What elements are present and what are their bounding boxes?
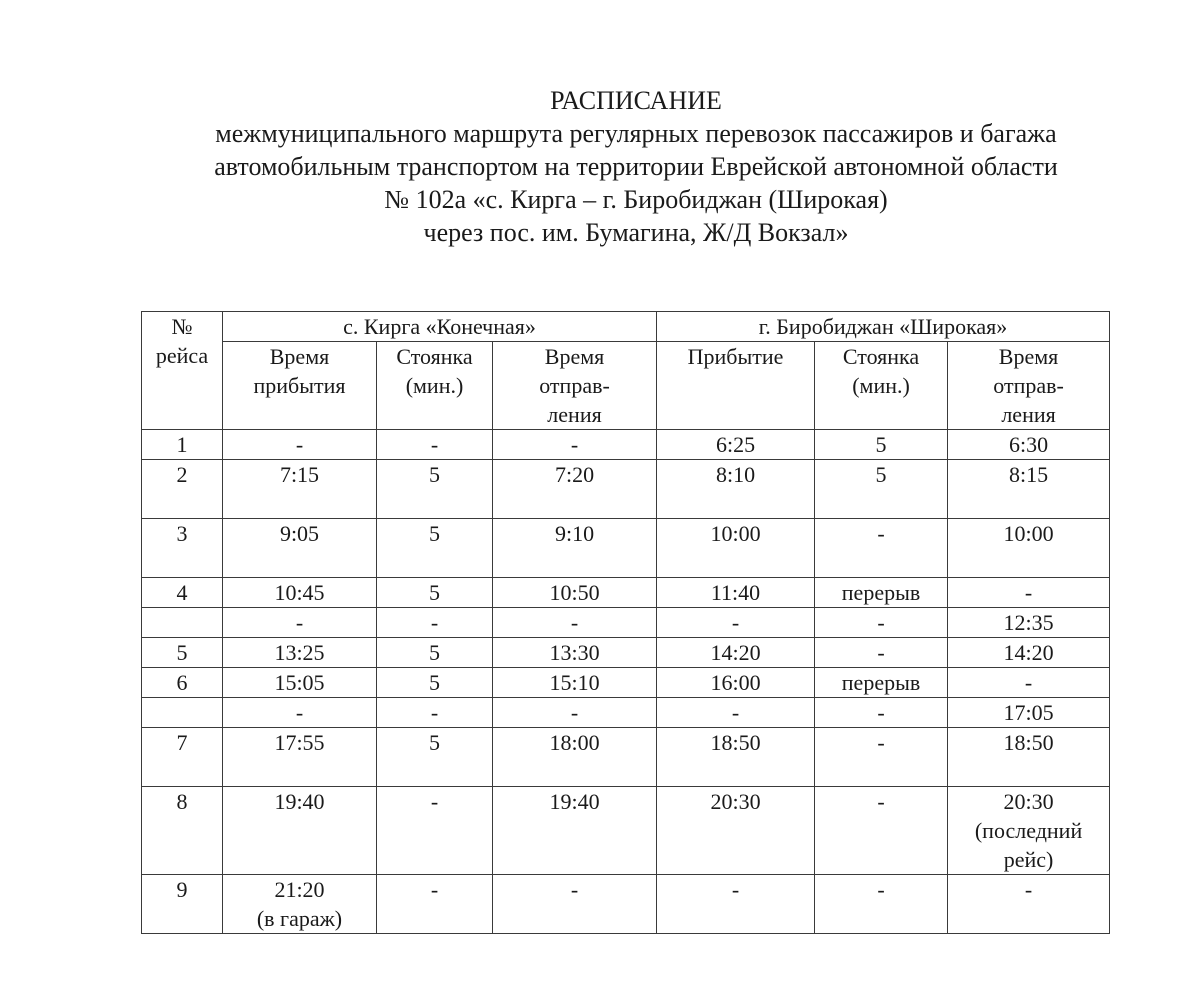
- cell-text: 9: [176, 877, 188, 902]
- table-row: [142, 728, 1110, 787]
- cell-kirga-arrival: [223, 787, 377, 875]
- title-line-3: автомобильным транспортом на территории Еврейской автономной области: [214, 152, 1058, 181]
- document-title: [0, 84, 1200, 249]
- cell-text: -: [731, 877, 740, 902]
- cell-text: -: [877, 789, 885, 814]
- cell-text: -: [570, 877, 579, 902]
- header-group-kirga: с. Кирга «Конечная»: [223, 312, 657, 342]
- cell-text: 5: [429, 462, 440, 487]
- cell-text: -: [877, 700, 885, 725]
- cell-text: 6: [176, 670, 188, 695]
- cell-kirga-departure: [493, 875, 657, 934]
- cell-text: -: [1024, 580, 1033, 605]
- cell-text: 10:00: [710, 521, 761, 546]
- cell-text: -: [877, 640, 885, 665]
- cell-kirga-arrival: [223, 608, 377, 638]
- cell-text: 15:10: [549, 670, 600, 695]
- cell-birobidzhan-stop: [815, 578, 948, 608]
- cell-text: (в гараж): [256, 906, 343, 931]
- cell-birobidzhan-departure: [948, 460, 1110, 519]
- title-route-via: через пос. им. Бумагина, Ж/Д Вокзал»: [423, 218, 849, 247]
- table-row: [142, 698, 1110, 728]
- cell-text: 18:50: [1003, 730, 1054, 755]
- cell-kirga-stop: [377, 668, 493, 698]
- cell-text: 12:35: [1003, 610, 1054, 635]
- cell-trip-number: [142, 787, 223, 875]
- header-birobidzhan-arrival: Прибытие: [657, 342, 815, 430]
- cell-birobidzhan-stop: [815, 875, 948, 934]
- cell-text: (последний: [974, 818, 1083, 843]
- cell-text: 18:00: [549, 730, 600, 755]
- cell-text: 7: [176, 730, 188, 755]
- header-birobidzhan-departure: Время отправ- ления: [948, 342, 1110, 430]
- cell-text: -: [430, 610, 439, 635]
- cell-birobidzhan-arrival: [657, 608, 815, 638]
- table-row: [142, 460, 1110, 519]
- title-heading: РАСПИСАНИЕ: [550, 86, 722, 115]
- cell-birobidzhan-arrival: [657, 460, 815, 519]
- cell-birobidzhan-stop: [815, 519, 948, 578]
- cell-text: 10:00: [1003, 521, 1054, 546]
- table-row: [142, 519, 1110, 578]
- cell-trip-number: [142, 728, 223, 787]
- cell-text: 5: [429, 730, 440, 755]
- cell-birobidzhan-departure: [948, 578, 1110, 608]
- cell-trip-number: [142, 460, 223, 519]
- table-row: [142, 578, 1110, 608]
- cell-text: 21:20: [274, 877, 325, 902]
- cell-text: 20:30: [710, 789, 761, 814]
- schedule-body: [142, 430, 1110, 934]
- cell-text: 14:20: [1003, 640, 1054, 665]
- header-birobidzhan-stop: Стоянка (мин.): [815, 342, 948, 430]
- cell-text: 8:10: [715, 462, 756, 487]
- cell-birobidzhan-arrival: [657, 875, 815, 934]
- cell-text: 17:55: [274, 730, 325, 755]
- cell-text: 5: [429, 521, 440, 546]
- cell-text: -: [1024, 670, 1033, 695]
- cell-birobidzhan-departure: [948, 698, 1110, 728]
- cell-birobidzhan-stop: [815, 728, 948, 787]
- cell-kirga-arrival: [223, 430, 377, 460]
- cell-text: 15:05: [274, 670, 325, 695]
- cell-birobidzhan-departure: [948, 787, 1110, 875]
- cell-text: 10:50: [549, 580, 600, 605]
- table-row: [142, 608, 1110, 638]
- cell-text: 20:30: [1003, 789, 1054, 814]
- cell-birobidzhan-stop: [815, 608, 948, 638]
- cell-kirga-departure: [493, 787, 657, 875]
- header-group-birobidzhan: г. Биробиджан «Широкая»: [657, 312, 1110, 342]
- cell-text: 1: [176, 432, 188, 457]
- cell-text: 4: [176, 580, 188, 605]
- cell-birobidzhan-stop: [815, 668, 948, 698]
- cell-text: -: [295, 700, 304, 725]
- cell-text: -: [877, 610, 885, 635]
- cell-text: 14:20: [710, 640, 761, 665]
- cell-birobidzhan-stop: [815, 787, 948, 875]
- cell-text: 11:40: [710, 580, 761, 605]
- cell-text: -: [570, 432, 579, 457]
- header-kirga-stop: Стоянка (мин.): [377, 342, 493, 430]
- cell-text: 2: [176, 462, 188, 487]
- cell-text: 7:15: [279, 462, 320, 487]
- cell-text: 18:50: [710, 730, 761, 755]
- cell-birobidzhan-stop: [815, 638, 948, 668]
- cell-kirga-departure: [493, 430, 657, 460]
- cell-text: -: [430, 432, 439, 457]
- cell-kirga-departure: [493, 460, 657, 519]
- cell-kirga-departure: [493, 578, 657, 608]
- cell-birobidzhan-stop: [815, 430, 948, 460]
- cell-text: 17:05: [1003, 700, 1054, 725]
- cell-trip-number: [142, 668, 223, 698]
- cell-trip-number: [142, 430, 223, 460]
- cell-text: 9:10: [554, 521, 595, 546]
- title-line-2: межмуниципального маршрута регулярных перевозок пассажиров и багажа: [215, 119, 1057, 148]
- cell-trip-number: [142, 578, 223, 608]
- header-kirga-departure: Время отправ- ления: [493, 342, 657, 430]
- cell-kirga-arrival: [223, 519, 377, 578]
- cell-text: 8:15: [1008, 462, 1049, 487]
- cell-kirga-arrival: [223, 460, 377, 519]
- cell-trip-number: [142, 698, 223, 728]
- cell-birobidzhan-arrival: [657, 728, 815, 787]
- header-kirga-arrival: Время прибытия: [223, 342, 377, 430]
- header-trip-number: № рейса: [142, 312, 223, 430]
- cell-text: 3: [176, 521, 188, 546]
- cell-text: рейс): [1003, 847, 1054, 872]
- cell-text: -: [877, 877, 885, 902]
- cell-text: 13:25: [274, 640, 325, 665]
- table-row: [142, 875, 1110, 934]
- cell-text: -: [295, 610, 304, 635]
- cell-kirga-stop: [377, 875, 493, 934]
- table-row: [142, 638, 1110, 668]
- title-route-number: № 102а «с. Кирга – г. Биробиджан (Широкая): [384, 185, 888, 214]
- cell-birobidzhan-departure: [948, 668, 1110, 698]
- cell-birobidzhan-departure: [948, 638, 1110, 668]
- cell-text: 9:05: [279, 521, 320, 546]
- cell-text: 6:25: [715, 432, 756, 457]
- cell-text: перерыв: [841, 580, 921, 605]
- cell-text: -: [295, 432, 304, 457]
- cell-birobidzhan-stop: [815, 698, 948, 728]
- cell-text: -: [570, 700, 579, 725]
- cell-text: 5: [429, 580, 440, 605]
- cell-text: перерыв: [841, 670, 921, 695]
- cell-text: 5: [429, 670, 440, 695]
- table-row: [142, 668, 1110, 698]
- cell-kirga-departure: [493, 638, 657, 668]
- cell-kirga-departure: [493, 728, 657, 787]
- cell-kirga-stop: [377, 638, 493, 668]
- cell-birobidzhan-arrival: [657, 668, 815, 698]
- cell-kirga-departure: [493, 608, 657, 638]
- cell-birobidzhan-arrival: [657, 638, 815, 668]
- cell-text: 19:40: [274, 789, 325, 814]
- cell-kirga-stop: [377, 578, 493, 608]
- cell-text: 5: [875, 432, 887, 457]
- cell-kirga-stop: [377, 519, 493, 578]
- cell-trip-number: [142, 519, 223, 578]
- cell-text: -: [877, 521, 885, 546]
- cell-kirga-arrival: [223, 638, 377, 668]
- cell-kirga-stop: [377, 430, 493, 460]
- cell-text: 10:45: [274, 580, 325, 605]
- cell-kirga-stop: [377, 787, 493, 875]
- cell-birobidzhan-arrival: [657, 430, 815, 460]
- cell-text: 5: [875, 462, 887, 487]
- cell-text: 5: [176, 640, 188, 665]
- cell-text: 13:30: [549, 640, 600, 665]
- cell-text: -: [430, 877, 439, 902]
- cell-kirga-departure: [493, 519, 657, 578]
- cell-text: 6:30: [1008, 432, 1049, 457]
- cell-birobidzhan-arrival: [657, 578, 815, 608]
- cell-kirga-arrival: [223, 728, 377, 787]
- cell-text: 16:00: [710, 670, 761, 695]
- cell-text: 19:40: [549, 789, 600, 814]
- cell-birobidzhan-arrival: [657, 519, 815, 578]
- cell-text: -: [877, 730, 885, 755]
- table-row: [142, 430, 1110, 460]
- cell-text: 8: [176, 789, 188, 814]
- cell-birobidzhan-departure: [948, 430, 1110, 460]
- cell-kirga-arrival: [223, 698, 377, 728]
- cell-kirga-departure: [493, 668, 657, 698]
- cell-kirga-arrival: [223, 875, 377, 934]
- cell-kirga-stop: [377, 460, 493, 519]
- cell-text: -: [1024, 877, 1033, 902]
- cell-kirga-stop: [377, 608, 493, 638]
- cell-birobidzhan-departure: [948, 728, 1110, 787]
- cell-kirga-arrival: [223, 668, 377, 698]
- cell-text: -: [570, 610, 579, 635]
- schedule-table: [141, 311, 1110, 934]
- cell-text: -: [731, 610, 740, 635]
- cell-birobidzhan-arrival: [657, 698, 815, 728]
- cell-text: 5: [429, 640, 440, 665]
- table-row: [142, 787, 1110, 875]
- cell-text: -: [430, 789, 439, 814]
- cell-trip-number: [142, 638, 223, 668]
- cell-trip-number: [142, 608, 223, 638]
- cell-birobidzhan-departure: [948, 519, 1110, 578]
- cell-birobidzhan-departure: [948, 608, 1110, 638]
- cell-text: -: [731, 700, 740, 725]
- cell-trip-number: [142, 875, 223, 934]
- cell-birobidzhan-departure: [948, 875, 1110, 934]
- cell-birobidzhan-arrival: [657, 787, 815, 875]
- cell-kirga-stop: [377, 698, 493, 728]
- cell-text: -: [430, 700, 439, 725]
- cell-kirga-stop: [377, 728, 493, 787]
- cell-text: 7:20: [554, 462, 595, 487]
- cell-kirga-arrival: [223, 578, 377, 608]
- cell-birobidzhan-stop: [815, 460, 948, 519]
- cell-kirga-departure: [493, 698, 657, 728]
